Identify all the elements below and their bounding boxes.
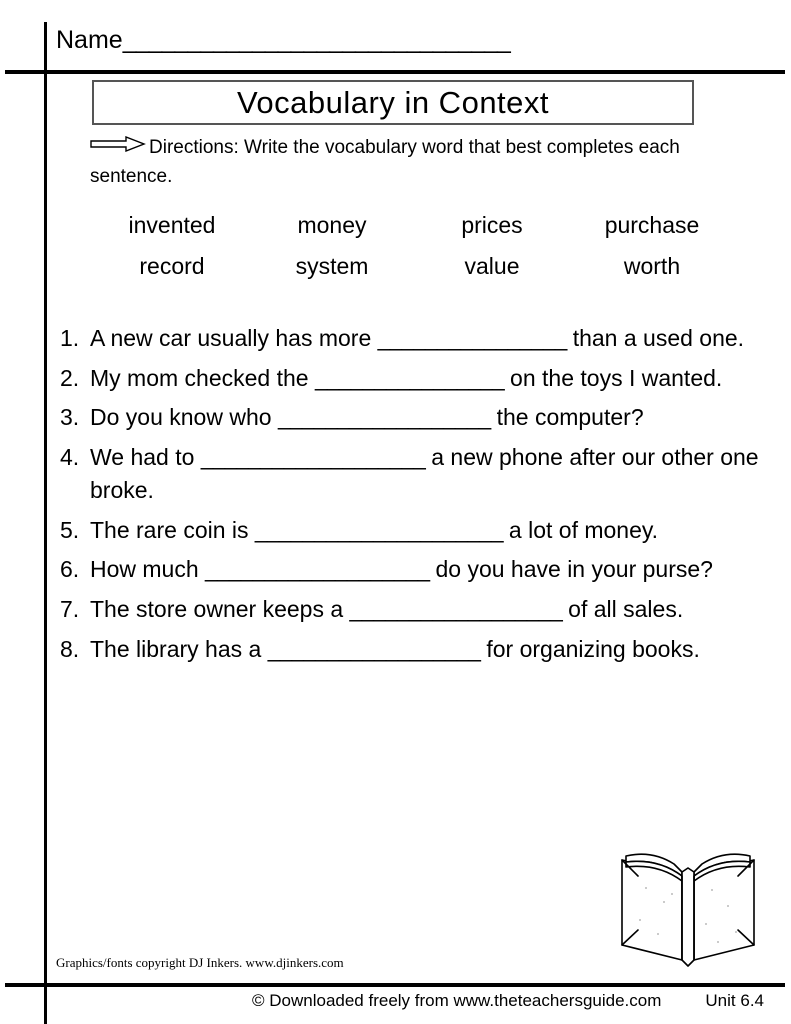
question-item	[60, 362, 772, 396]
footer-divider-rule	[5, 983, 785, 987]
answer-blank[interactable]: __________________	[267, 635, 480, 662]
word-bank-word: worth	[623, 253, 681, 279]
question-body	[88, 514, 772, 548]
header-divider-rule	[5, 70, 785, 74]
name-blank-line[interactable]: ______________________________	[122, 26, 510, 54]
question-text-after: than a used one.	[572, 325, 745, 351]
question-item	[60, 322, 772, 356]
question-text-after: do you have in your purse?	[435, 556, 713, 583]
question-number: 1.	[60, 325, 80, 351]
question-text-before: The library has a	[90, 635, 262, 662]
right-block-arrow-icon	[90, 132, 146, 161]
question-number: 8.	[60, 635, 80, 662]
word-bank-word: invented	[128, 212, 216, 238]
name-label: Name	[56, 26, 123, 54]
word-bank-word: record	[139, 253, 205, 279]
question-number: 2.	[60, 364, 80, 391]
question-text-after: a lot of money.	[508, 516, 659, 543]
question-text-before: My mom checked the	[90, 364, 309, 391]
question-body	[88, 593, 772, 627]
word-bank-word: value	[464, 253, 520, 279]
question-number: 6.	[60, 556, 80, 583]
word-bank-row	[92, 253, 732, 280]
question-text-after: for organizing books.	[486, 635, 700, 662]
question-item	[60, 593, 772, 627]
question-body	[88, 401, 772, 435]
question-text-before: Do you know who	[90, 404, 272, 431]
word-bank-word: money	[297, 212, 367, 238]
question-number: 3.	[60, 404, 80, 431]
left-margin-rule	[44, 22, 47, 1024]
question-item	[60, 441, 772, 508]
question-number: 4.	[60, 443, 80, 470]
answer-blank[interactable]: ___________________	[205, 556, 430, 583]
question-body	[88, 441, 772, 508]
footer-bar	[56, 991, 768, 1019]
unit-label: Unit 6.4	[705, 991, 764, 1010]
answer-blank[interactable]: ___________________	[200, 443, 425, 470]
question-text-before: We had to	[90, 443, 195, 470]
open-book-illustration	[612, 842, 764, 968]
question-text-before: The rare coin is	[90, 516, 249, 543]
directions-text: Write the vocabulary word that best completes each sentence.	[90, 137, 680, 188]
word-bank-row	[92, 212, 732, 239]
answer-blank[interactable]: __________________	[349, 596, 562, 623]
answer-blank[interactable]: ________________	[377, 325, 567, 351]
word-bank-word: purchase	[604, 212, 700, 238]
word-bank	[92, 212, 732, 294]
question-text-after: the computer?	[496, 404, 644, 431]
name-field-row	[56, 26, 510, 55]
page-title: Vocabulary in Context	[236, 84, 550, 120]
question-item	[60, 633, 772, 667]
question-text-before: The store owner keeps a	[90, 596, 344, 623]
question-item	[60, 514, 772, 548]
question-body	[88, 322, 772, 356]
question-text-after: on the toys I wanted.	[510, 364, 723, 391]
answer-blank[interactable]: __________________	[277, 404, 491, 431]
question-list	[60, 322, 772, 672]
question-text-after: of all sales.	[568, 596, 684, 623]
question-text-after: a new phone after our other one broke.	[90, 443, 759, 504]
download-notice: © Downloaded freely from www.theteachersguide.com	[252, 991, 662, 1010]
question-body	[88, 553, 772, 587]
graphics-credit: Graphics/fonts copyright DJ Inkers. www.djinkers.com	[56, 955, 344, 970]
question-body	[88, 362, 772, 396]
question-body	[88, 633, 772, 667]
question-text-before: A new car usually has more	[90, 325, 372, 351]
title-box	[92, 80, 694, 125]
question-number: 5.	[60, 516, 80, 543]
question-item	[60, 401, 772, 435]
answer-blank[interactable]: _____________________	[254, 516, 503, 543]
answer-blank[interactable]: ________________	[314, 364, 504, 391]
directions-block	[90, 132, 710, 192]
word-bank-word: prices	[461, 212, 523, 238]
question-text-before: How much	[90, 556, 199, 583]
directions-label: Directions:	[149, 137, 239, 158]
question-number: 7.	[60, 596, 80, 623]
question-item	[60, 553, 772, 587]
word-bank-word: system	[295, 253, 369, 279]
